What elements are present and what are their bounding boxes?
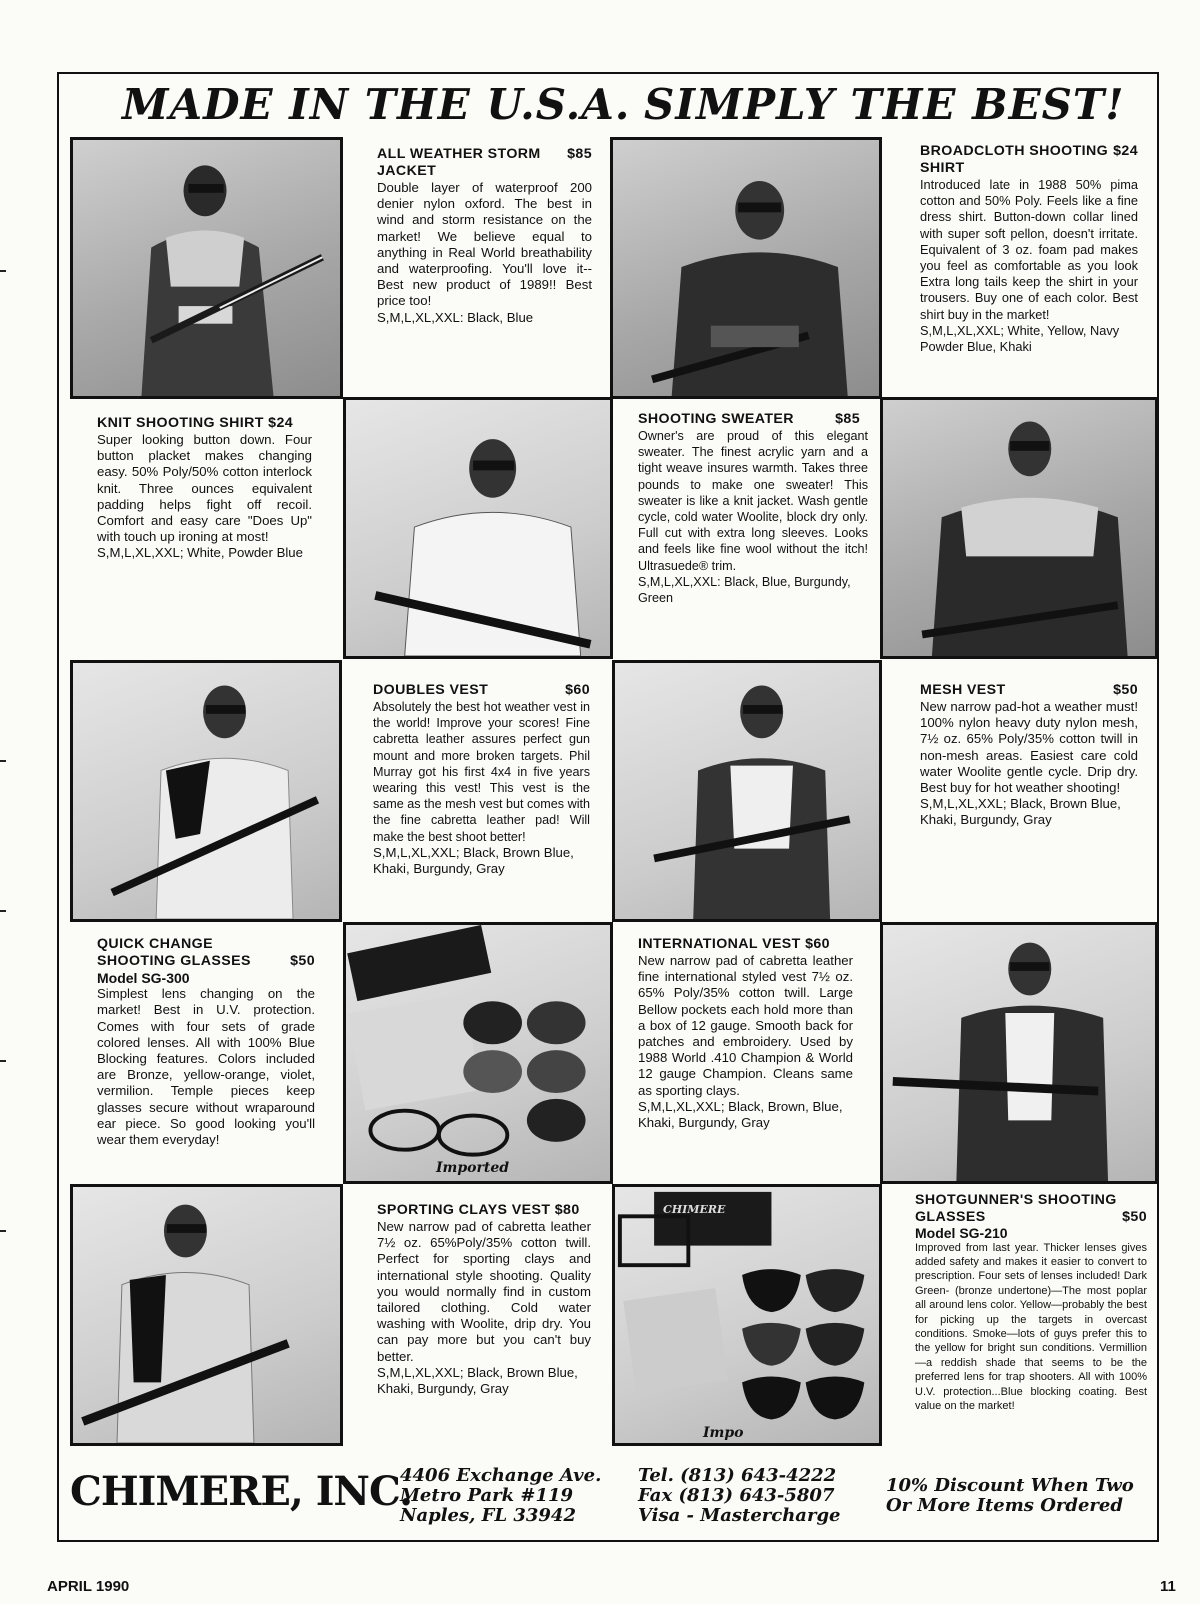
product-sizes: S,M,L,XL,XXL; Black, Brown Blue, Khaki, Burgundy, Gray (373, 844, 574, 877)
product-title: INTERNATIONAL VEST $60 (638, 936, 830, 952)
issue-date: APRIL 1990 (47, 1578, 130, 1595)
advertiser-footer (60, 1462, 1156, 1542)
product-price: $60 (805, 936, 830, 952)
address-line: Metro Park #119 (400, 1485, 574, 1506)
company-name: CHIMERE, INC. (70, 1468, 413, 1515)
product-description: Super looking button down. Four button placket makes changing easy. 50% Poly/50% cotton interlock knit. Three ounces equivalent padding helps fight off recoil. Comfort and easy care "Does Up" with touch up ironing at most! (97, 432, 312, 545)
photo-shooting-sweater (880, 397, 1158, 659)
product-price: $85 (835, 411, 860, 427)
product-description: Owner's are proud of this elegant sweater. The finest acrylic yarn and a tight weave insures warmth. Takes three pounds to make one sweater! This sweater is like a knit jacket. Wash gentle cycle, cold water Woolite, block dry only. Full cut with extra long sleeves. Looks and feels like fine wool without the itch! Ultrasuede® trim. (638, 429, 868, 573)
product-storm-jacket (377, 146, 592, 326)
product-model: Model SG-300 (97, 970, 190, 986)
product-description: New narrow pad-hot a weather must! 100% nylon heavy duty nylon mesh, 7½ oz. 65% Poly/35% cotton twill in non-mesh areas. Easiest care cold water Woolite gentle cycle. Drip dry. Best buy for hot weather shooting! (920, 699, 1138, 796)
product-price: $24 (1113, 143, 1138, 159)
photo-international-vest (880, 922, 1158, 1184)
product-shotgunners-glasses (915, 1192, 1147, 1413)
photo-shotgunners-glasses (612, 1184, 882, 1446)
offer-line: Or More Items Ordered (886, 1495, 1123, 1516)
product-mesh-vest (920, 682, 1138, 829)
product-description: Improved from last year. Thicker lenses gives added safety and makes it easier to convert to prescription. Four sets of lenses included! Dark Green- (bronze undertone)—The most poplar all around lens color. Yellow—probably the best for picking up the targets in overcast conditions. Smoke—lots of guys prefer this to the yellow for bright sun conditions. Vermillion—a reddish shade that seems to be the preferred lens for trap shooters. All with 100% U.V. protection...Blue blocking coating. Best value on the market! (915, 1241, 1147, 1413)
model-figure-icon (615, 663, 879, 919)
product-price: $60 (565, 682, 590, 698)
product-title: SPORTING CLAYS VEST $80 (377, 1202, 580, 1218)
model-figure-icon (613, 140, 879, 396)
company-address (400, 1466, 601, 1526)
margin-mark (0, 910, 6, 912)
product-title: $60 DOUBLES VEST (373, 682, 590, 698)
photo-mesh-vest (612, 660, 882, 922)
contact-line: Visa - Mastercharge (638, 1505, 841, 1526)
margin-mark (0, 1230, 6, 1232)
product-title: $50 QUICK CHANGE SHOOTING GLASSES (97, 936, 315, 969)
product-international-vest (638, 936, 853, 1131)
model-figure-icon (73, 140, 340, 396)
imported-caption: Imported (436, 1160, 510, 1176)
product-description: Absolutely the best hot weather vest in the world! Improve your scores! Fine cabretta leather assures perfect gun mount and more broken targets. Phil Murray got his first 4x4 in five years wearing this vest! This vest is the same as the mesh vest but comes with the fine cabretta leather pad! Will make the best shoot better! (373, 700, 590, 844)
company-contact (638, 1466, 841, 1526)
model-figure-icon (346, 400, 610, 656)
brand-box-label: CHIMERE (663, 1203, 726, 1216)
product-description: New narrow pad of cabretta leather 7½ oz. 65%Poly/35% cotton twill. Perfect for sporting clays and international style shooting. Quality you would normally find in custom tailored clothing. Cold water washing with Woolite, drip dry. You can pay more but you can't buy better. (377, 1219, 591, 1364)
product-price: $50 (1113, 682, 1138, 698)
product-title: $50 MESH VEST (920, 682, 1138, 698)
margin-mark (0, 760, 6, 762)
lenses-icon (615, 1187, 879, 1443)
address-line: Naples, FL 33942 (400, 1505, 576, 1526)
page-number: 11 (1160, 1578, 1176, 1595)
discount-offer (886, 1476, 1134, 1516)
product-title: $85 ALL WEATHER STORM JACKET (377, 146, 592, 179)
product-price: $50 (1122, 1209, 1147, 1225)
product-description: Simplest lens changing on the market! Best in U.V. protection. Comes with four sets of grade colored lenses. All with 100% Blue Blocking features. Colors included are Bronze, yellow-orange, violet, vermilion. Temple pieces keep glasses secure without wraparound ear piece. So good looking you'll wear them everyday! (97, 986, 315, 1148)
product-sizes: S,M,L,XL,XXL; Black, Brown, Blue, Khaki, Burgundy, Gray (638, 1098, 843, 1131)
product-description: New narrow pad of cabretta leather fine international styled vest 7½ oz. 65% Poly/35% cotton twill. Large Bellow pockets each hold more than a box of 12 gauge. Smooth back for patches and embroidery. Used by 1988 World .410 Champion & World 12 gauge Champion. Cleans same as sporting clays. (638, 953, 853, 1098)
headline-left: MADE IN THE U.S.A. (122, 80, 631, 129)
headline (60, 80, 1156, 140)
margin-mark (0, 270, 6, 272)
photo-sporting-clays-vest (70, 1184, 343, 1446)
offer-line: 10% Discount When Two (886, 1475, 1134, 1496)
imported-caption-partial: Impo (703, 1425, 744, 1441)
product-title: KNIT SHOOTING SHIRT $24 (97, 415, 294, 431)
product-price: $50 (290, 953, 315, 969)
product-sizes: S,M,L,XL,XXL; Black, Brown Blue, Khaki, Burgundy, Gray (920, 796, 1121, 828)
product-price: $24 (268, 415, 294, 431)
product-sizes: S,M,L,XL,XXL; White, Powder Blue (97, 545, 303, 561)
photo-quick-change-glasses (343, 922, 613, 1184)
lenses-icon (346, 925, 610, 1181)
model-figure-icon (883, 925, 1155, 1181)
model-figure-icon (883, 400, 1155, 656)
address-line: 4406 Exchange Ave. (400, 1465, 602, 1486)
model-figure-icon (73, 663, 339, 919)
product-price: $85 (567, 146, 592, 162)
photo-storm-jacket (70, 137, 343, 399)
product-broadcloth-shirt (920, 143, 1138, 355)
product-description: Double layer of waterproof 200 denier nylon oxford. The best in wind and storm resistance on the market! We believe equal to anything in Real World breathability and waterproofing. You'll love it--Best new product of 1989!! Best price too! (377, 180, 592, 309)
product-quick-change-glasses (97, 936, 315, 1148)
photo-knit-shirt (343, 397, 613, 659)
contact-line: Tel. (813) 643-4222 (638, 1465, 837, 1486)
product-sizes: S,M,L,XL,XXL: Black, Blue, Burgundy, Green (638, 574, 851, 606)
product-knit-shirt (97, 415, 312, 562)
product-price: $80 (554, 1202, 580, 1218)
contact-line: Fax (813) 643-5807 (638, 1485, 835, 1506)
product-title: $85 SHOOTING SWEATER (638, 411, 860, 427)
product-doubles-vest (373, 682, 590, 877)
photo-broadcloth-shirt (610, 137, 882, 399)
photo-doubles-vest (70, 660, 342, 922)
product-sizes: S,M,L,XL,XXL; Black, Brown Blue, Khaki, Burgundy, Gray (377, 1364, 578, 1397)
model-figure-icon (73, 1187, 340, 1443)
product-title: $24 BROADCLOTH SHOOTING SHIRT (920, 143, 1138, 176)
product-sporting-clays-vest (377, 1202, 591, 1397)
product-sizes: S,M,L,XL,XXL; White, Yellow, Navy Powder Blue, Khaki (920, 322, 1120, 355)
margin-mark (0, 1060, 6, 1062)
headline-right: SIMPLY THE BEST! (644, 80, 1125, 129)
product-shooting-sweater (638, 411, 868, 606)
product-description: Introduced late in 1988 50% pima cotton and 50% Poly. Feels like a fine dress shirt. Button-down collar lined with super soft pellon, doesn't irritate. Equivalent of 3 oz. foam pad makes you feel as comfortable as you look Extra long tails keep the shirt in your trousers. Buy one of each color. Best shirt buy in the market! (920, 177, 1138, 322)
product-model: Model SG-210 (915, 1225, 1008, 1241)
product-sizes: S,M,L,XL,XXL: Black, Blue (377, 309, 534, 325)
product-title: $50 SHOTGUNNER'S SHOOTING GLASSES (915, 1192, 1147, 1225)
